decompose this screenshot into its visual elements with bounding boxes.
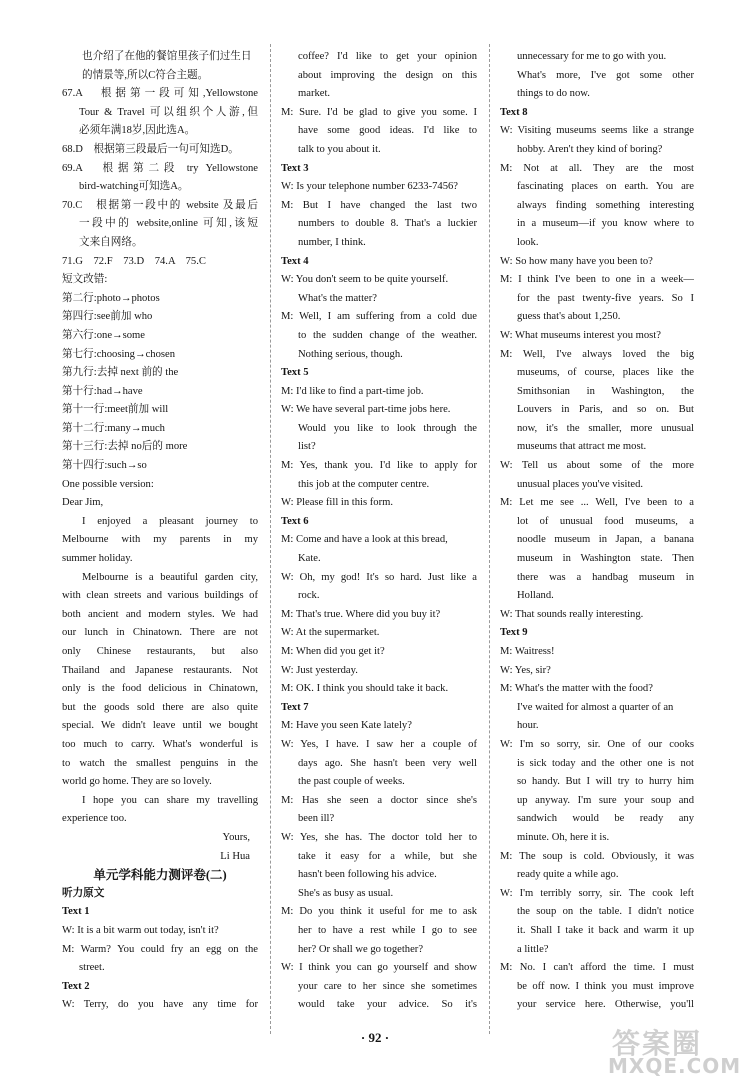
text-line: W: I'm terribly sorry, sir. The cook left [500,887,694,899]
text-line: both ancient and modern styles. We had [62,608,258,620]
text-line: W: You don't seem to be quite yourself. [281,274,449,286]
text-line: have some good ideas. I'd like to [298,125,477,137]
text-line: Kate. [298,553,321,565]
text-line: bird-watching可知选A。 [79,181,189,193]
text-line: her? Or shall we go together? [298,943,424,955]
text-line: a little? [517,943,549,955]
text-line: take it easy for a while, but she [298,850,477,862]
text-line: 第六行:one→some [62,329,145,341]
text-line: be off now. I think you must improve [517,980,694,992]
text-line: Thailand and Japanese restaurants. Not [62,664,258,676]
text-line: hour. [517,720,539,732]
text-line: 必须年满18岁,因此选A。 [79,125,196,137]
text-line: M: Has she seen a doctor since she's [281,794,477,806]
text-line: 第十一行:meet前加 will [62,404,169,416]
text-line: market. [298,88,331,100]
text-line: her to have a rest while I go to see [298,924,477,936]
text-line: 第四行:see前加 who [62,311,153,323]
text-line: is sick today and the other one is not [517,757,694,769]
text-line: Text 2 [62,980,90,992]
text-line: W: Yes, she has. The doctor told her to [281,831,477,843]
text-line: Text 7 [281,701,309,713]
text-line: M: What's the matter with the food? [500,683,653,695]
text-line: W: What museums interest you most? [500,329,661,341]
text-line: minute. Oh, here it is. [517,831,610,843]
text-line: What's the matter? [298,292,377,304]
text-line: days ago. She hasn't been very well [298,757,477,769]
text-line: 70.C 根据第一段中的 website 及最后 [62,199,258,211]
text-line: 71.G 72.F 73.D 74.A 75.C [62,255,206,267]
text-line: W: Visiting museums seems like a strange [500,125,694,137]
text-line: to the sudden change of the weather. [298,329,477,341]
text-line: M: Well, I am suffering from a cold due [281,311,477,323]
text-line: list? [298,441,316,453]
text-line: M: Not at all. They are the most [500,162,694,174]
text-line: M: The soup is cold. Obviously, it was [500,850,694,862]
text-line: summer holiday. [62,553,133,565]
text-line: for the past twenty-five years. So I [517,292,694,304]
text-line: noodle museum in Japan, a banana [517,534,694,546]
text-line: Tour & Travel 可以组织个人游,但 [79,106,258,118]
text-line: 第二行:photo→photos [62,292,160,304]
text-line: I enjoyed a pleasant journey to [82,515,258,527]
text-line: W: Is your telephone number 6233-7456? [281,181,459,193]
text-line: 一段中的 website,online 可知,该短 [79,218,258,230]
text-line: talk to you about it. [298,143,381,155]
text-line: always finding something interesting [517,199,694,211]
text-line: it. Shall I take it back and warm it up [517,924,694,936]
text-line: special. We didn't leave until we bought [62,720,258,732]
text-line: the soup on the table. I didn't notice [517,906,694,918]
column-left [62,48,258,1015]
text-line: W: We have several part-time jobs here. [281,404,451,416]
page-number: · 92 · [360,1030,390,1045]
text-line: M: Sure. I'd be glad to give you some. I [281,106,477,118]
text-line: number, I think. [298,236,366,248]
text-line: fascinating places on earth. You are [517,181,694,193]
text-line: Text 1 [62,906,90,918]
text-line: Yours, [222,831,250,843]
text-line: 第十行:had→have [62,385,143,397]
text-line: W: Terry, do you have any time for [62,999,258,1011]
text-line: there was a handbag museum in [517,571,694,583]
column-right [500,48,694,1015]
text-line: 第九行:去掉 next 前的 the [62,367,179,379]
text-line: One possible version: [62,478,154,490]
text-line: your care to her since she sometimes [298,980,477,992]
text-line: W: Tell us about some of the more [500,460,694,472]
text-line: so handy. But I will try to hurry him [517,776,694,788]
text-line: W: That sounds really interesting. [500,608,644,620]
text-line: Holland. [517,590,554,602]
text-line: unusual places you've visited. [517,478,644,490]
text-line: only is the food delicious in Chinatown, [62,683,258,695]
text-line: 第十四行:such→so [62,460,147,472]
text-line: Text 9 [500,627,528,639]
text-line: M: No. I can't afford the time. I must [500,962,694,974]
text-line: sandwich would be ready any [517,813,694,825]
text-line: up anyway. I'm sure your soup and [517,794,694,806]
text-line: Dear Jim, [62,497,104,509]
watermark-url: MXQE.COM [608,1054,742,1078]
text-line: 第七行:choosing→chosen [62,348,175,360]
text-line: W: So how many have you been to? [500,255,653,267]
text-line: 文来自网络。 [79,236,143,248]
text-line: 68.D 根据第三段最后一句可知选D。 [62,143,239,155]
text-line: Nothing serious, though. [298,348,403,360]
text-line: would take your advice. So it's [298,999,477,1011]
text-line: museums that attract me most. [517,441,647,453]
column-divider-right [489,44,490,1034]
text-line: Li Hua [220,850,250,862]
text-line: M: When did you get it? [281,646,385,657]
text-line: M: I think I've been to one in a week— [500,274,694,286]
text-line: museum in Washington state. Then [517,553,694,565]
text-line: 69.A 根据第二段 try Yellowstone [62,162,258,174]
text-line: guess that's about 1,250. [517,311,621,323]
text-line: numbers to double 8. That's a luckier [298,218,477,230]
text-line: museums, of course, places like the [517,367,694,379]
text-line: experience too. [62,813,127,825]
text-line: this job at the computer centre. [298,478,430,490]
text-line: unnecessary for me to go with you. [517,51,667,62]
text-line: M: Do you think it useful for me to ask [281,906,477,918]
text-line: W: I think you can go yourself and show [281,962,477,974]
text-line: the past couple of weeks. [298,776,405,788]
text-line: M: Waitress! [500,646,555,657]
text-line: W: Yes, I have. I saw her a couple of [281,738,477,750]
text-line: street. [79,962,105,974]
text-line: 听力原文 [62,887,105,899]
text-line: hobby. Aren't they kind of boring? [517,143,663,155]
text-line: M: I'd like to find a part-time job. [281,385,424,397]
text-line: M: Let me see ... Well, I've been to a [500,497,694,509]
column-divider-left [270,44,271,1034]
text-line: in a museum—if you know where to [517,218,694,230]
text-line: M: OK. I think you should take it back. [281,683,449,695]
text-line: rock. [298,590,320,602]
text-line: Text 3 [281,162,309,174]
text-line: 单元学科能力测评卷(二) [93,868,227,883]
text-line: Would you like to look through the [298,422,477,434]
text-line: W: Yes, sir? [500,664,551,676]
text-line: coffee? I'd like to get your opinion [298,51,477,62]
column-middle [281,48,477,1015]
text-line: W: I'm so sorry, sir. One of our cooks [500,738,694,750]
text-line: Louvers in Paris, and so on. But [517,404,694,416]
text-line: been ill? [298,813,335,825]
text-line: your service here. Otherwise, you'll [517,999,694,1011]
text-line: 的情景等,所以C符合主题。 [82,69,209,81]
text-line: hasn't been following his advice. [298,869,437,881]
text-line: but the goods sold there are also quite [62,701,258,713]
text-line: now, it's the smaller, more unusual [517,422,694,434]
text-line: M: Yes, thank you. I'd like to apply for [281,460,477,472]
text-line: Text 8 [500,106,528,118]
text-line: Text 5 [281,367,309,379]
text-line: Text 4 [281,255,309,267]
text-line: M: Have you seen Kate lately? [281,720,412,732]
text-line: 短文改错: [62,274,108,286]
text-line: Text 6 [281,515,309,527]
text-line: ready quite a while ago. [517,869,619,881]
text-line: Smithsonian in Washington, the [517,385,694,397]
text-line: 也介绍了在他的餐馆里孩子们过生日 [82,51,252,62]
text-line: I've waited for almost a quarter of an [517,701,674,713]
text-line: W: At the supermarket. [281,627,380,639]
text-line: world go home. They are so lovely. [62,776,212,788]
text-line: M: Well, I've always loved the big [500,348,694,360]
text-line: M: That's true. Where did you buy it? [281,608,441,620]
text-line: to watch the smallest penguins in the [62,757,258,769]
text-line: W: Please fill in this form. [281,497,393,509]
text-line: only Chinese restaurants, but also [62,646,258,657]
watermark-logo [602,1022,750,1078]
text-line: M: But I have changed the last two [281,199,477,211]
text-line: What's more, I've got some other [517,69,694,81]
text-line: 第十三行:去掉 no后的 more [62,441,188,453]
watermark-text: 答案圈 [612,1027,703,1060]
text-line: W: Oh, my god! It's so hard. Just like a [281,571,477,583]
text-line: M: Warm? You could fry an egg on the [62,943,258,955]
text-line: Melbourne with my parents in my [62,534,258,546]
text-line: M: Come and have a look at this bread, [281,534,448,546]
text-line: lot of unusual food museums, a [517,515,694,527]
text-line: I hope you can share my travelling [82,794,258,806]
text-line: 67.A 根据第一段可知,Yellowstone [62,88,258,100]
text-line: with clean streets and various buildings of [62,590,258,602]
text-line: 第十二行:many→much [62,422,165,434]
text-line: She's as busy as usual. [298,887,394,899]
text-line: things to do now. [517,88,590,100]
text-line: too much to carry. What's wonderful is [62,738,258,750]
text-line: look. [517,236,539,248]
text-line: W: Just yesterday. [281,664,358,676]
text-line: Melbourne is a beautiful garden city, [82,571,258,583]
text-line: our lunch in Chinatown. There are not [62,627,258,639]
text-line: W: It is a bit warm out today, isn't it? [62,924,219,936]
text-line: about improving the design on this [298,69,477,81]
